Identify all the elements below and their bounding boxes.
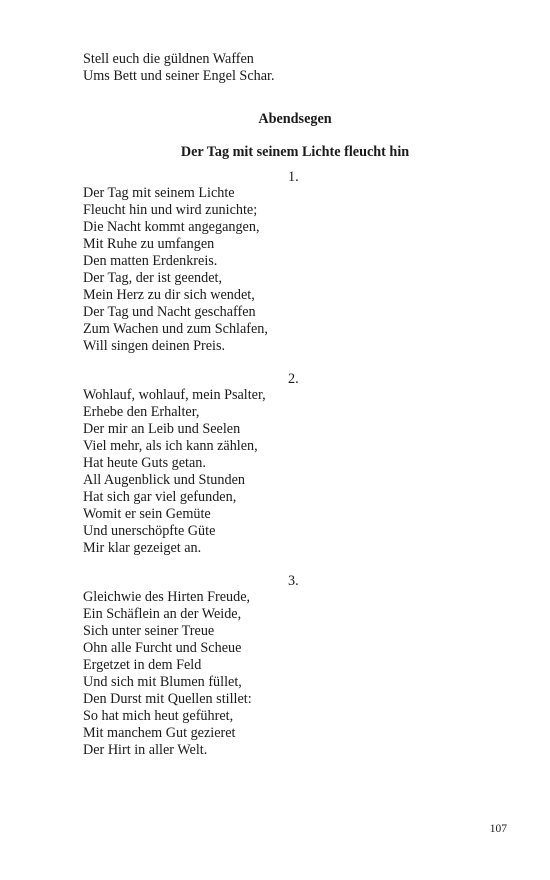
- verse-line: Will singen deinen Preis.: [83, 338, 226, 354]
- verse-line: Gleichwie des Hirten Freude,: [83, 589, 251, 605]
- verse-line: Ergetzet in dem Feld: [83, 657, 202, 673]
- verse-line: Der mir an Leib und Seelen: [83, 421, 241, 437]
- page-number: 107: [489, 823, 507, 835]
- verse-line: Stell euch die güldnen Waffen: [83, 51, 254, 67]
- verse-line: Mir klar gezeiget an.: [83, 540, 202, 556]
- verse-line: Mein Herz zu dir sich wendet,: [83, 287, 255, 303]
- verse-line: Mit Ruhe zu umfangen: [83, 236, 215, 252]
- verse-line: Wohlauf, wohlauf, mein Psalter,: [83, 387, 266, 403]
- stanza-number: 3.: [288, 573, 299, 589]
- section-title: Abendsegen: [258, 111, 332, 127]
- verse-line: Die Nacht kommt angegangen,: [83, 219, 260, 235]
- verse-line: Und sich mit Blumen füllet,: [83, 674, 242, 690]
- stanza-number: 2.: [288, 371, 299, 387]
- stanza: [83, 185, 268, 355]
- song-title: Der Tag mit seinem Lichte fleucht hin: [180, 144, 410, 160]
- verse-line: Den matten Erdenkreis.: [83, 253, 218, 269]
- stanza: [83, 589, 252, 759]
- verse-line: Ein Schäflein an der Weide,: [83, 606, 242, 622]
- verse-line: Der Hirt in aller Welt.: [83, 742, 208, 758]
- verse-line: Zum Wachen und zum Schlafen,: [83, 321, 268, 337]
- verse-line: Und unerschöpfte Güte: [83, 523, 216, 539]
- verse-line: Erhebe den Erhalter,: [83, 404, 200, 420]
- stanza: [83, 387, 266, 557]
- verse-line: Der Tag, der ist geendet,: [83, 270, 222, 286]
- carryover-verse: [83, 51, 275, 85]
- stanza-number: 1.: [288, 169, 299, 185]
- verse-line: Ohn alle Furcht und Scheue: [83, 640, 242, 656]
- verse-line: All Augenblick und Stunden: [83, 472, 245, 488]
- verse-line: So hat mich heut geführet,: [83, 708, 234, 724]
- verse-line: Sich unter seiner Treue: [83, 623, 215, 639]
- verse-line: Ums Bett und seiner Engel Schar.: [83, 68, 275, 84]
- verse-line: Fleucht hin und wird zunichte;: [83, 202, 258, 218]
- verse-line: Der Tag und Nacht geschaffen: [83, 304, 256, 320]
- verse-line: Womit er sein Gemüte: [83, 506, 211, 522]
- verse-line: Den Durst mit Quellen stillet:: [83, 691, 252, 707]
- verse-line: Hat sich gar viel gefunden,: [83, 489, 237, 505]
- verse-line: Mit manchem Gut gezieret: [83, 725, 236, 741]
- verse-line: Der Tag mit seinem Lichte: [83, 185, 235, 201]
- verse-line: Viel mehr, als ich kann zählen,: [83, 438, 258, 454]
- verse-line: Hat heute Guts getan.: [83, 455, 206, 471]
